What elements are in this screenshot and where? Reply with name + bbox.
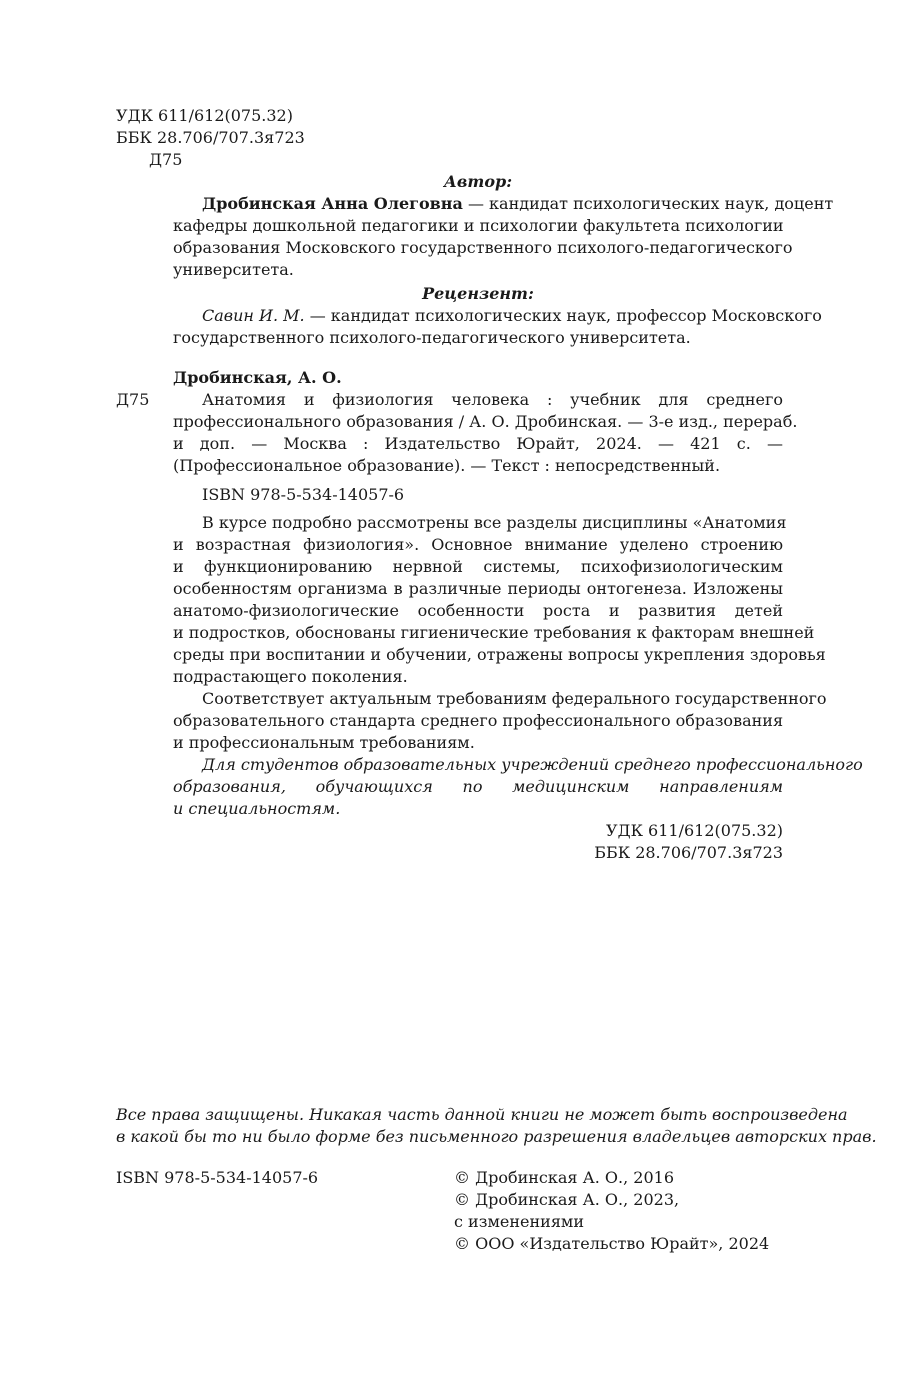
annotation-p2-line-1: Соответствует актуальным требованиям федерального государственного bbox=[202, 689, 827, 708]
author-mark-top: Д75 bbox=[149, 150, 183, 169]
annotation-p1-line-1: В курсе подробно рассмотрены все разделы дисциплины «Анатомия bbox=[202, 513, 787, 532]
rights-line-2: в какой бы то ни было форме без письменного разрешения владельцев авторских прав. bbox=[116, 1127, 877, 1146]
annotation-p3-line-2: образования, обучающихся по медицинским направлениям bbox=[173, 777, 783, 796]
reviewer-line-2: государственного психолого-педагогического университета. bbox=[173, 328, 691, 347]
annotation-p1-line-7: среды при воспитании и обучении, отражены вопросы укрепления здоровья bbox=[173, 645, 826, 664]
bib-line-3: и доп. — Москва : Издательство Юрайт, 2024. — 421 с. — bbox=[173, 434, 783, 453]
author-desc-1: — кандидат психологических наук, доцент bbox=[467, 194, 834, 213]
author-heading: Автор: bbox=[443, 172, 513, 191]
bbk-code-top: ББК 28.706/707.3я723 bbox=[116, 128, 305, 147]
copyright-line-1: © Дробинская А. О., 2016 bbox=[454, 1168, 674, 1187]
annotation-p1-line-8: подрастающего поколения. bbox=[173, 667, 408, 686]
reviewer-name: Савин И. М. bbox=[202, 306, 305, 325]
reviewer-heading: Рецензент: bbox=[422, 284, 534, 303]
annotation-p3-line-3: и специальностям. bbox=[173, 799, 341, 818]
author-line-3: образования Московского государственного психолого-педагогического bbox=[173, 238, 793, 257]
author-line-4: университета. bbox=[173, 260, 294, 279]
copyright-line-3: с изменениями bbox=[454, 1212, 585, 1231]
bib-line-2: профессионального образования / А. О. Дробинская. — 3-е изд., перераб. bbox=[173, 412, 798, 431]
copyright-line-4: © ООО «Издательство Юрайт», 2024 bbox=[454, 1234, 770, 1253]
bbk-code-bottom: ББК 28.706/707.3я723 bbox=[594, 843, 783, 862]
udk-code-bottom: УДК 611/612(075.32) bbox=[606, 821, 783, 840]
reviewer-line-1 bbox=[173, 305, 822, 327]
annotation-p3-line-1: Для студентов образовательных учреждений среднего профессионального bbox=[202, 755, 863, 774]
copyright-line-2: © Дробинская А. О., 2023, bbox=[454, 1190, 680, 1209]
bib-isbn: ISBN 978-5-534-14057-6 bbox=[202, 485, 405, 504]
reviewer-desc-1: — кандидат психологических наук, профессор Московского bbox=[309, 306, 822, 325]
author-name: Дробинская Анна Олеговна bbox=[202, 194, 463, 213]
author-line-2: кафедры дошкольной педагогики и психологии факультета психологии bbox=[173, 216, 784, 235]
annotation-p1-line-4: особенностям организма в различные периоды онтогенеза. Изложены bbox=[173, 579, 783, 598]
udk-code-top: УДК 611/612(075.32) bbox=[116, 106, 293, 125]
bib-author-heading: Дробинская, А. О. bbox=[173, 368, 342, 387]
annotation-p1-line-5: анатомо-физиологические особенности роста и развития детей bbox=[173, 601, 783, 620]
annotation-p1-line-2: и возрастная физиология». Основное внимание уделено строению bbox=[173, 535, 783, 554]
footer-isbn: ISBN 978-5-534-14057-6 bbox=[116, 1168, 319, 1187]
annotation-p1-line-3: и функционированию нервной системы, психофизиологическим bbox=[173, 557, 783, 576]
annotation-p2-line-2: образовательного стандарта среднего профессионального образования bbox=[173, 711, 784, 730]
bib-mark: Д75 bbox=[116, 390, 150, 409]
rights-line-1: Все права защищены. Никакая часть данной книги не может быть воспроизведена bbox=[116, 1105, 848, 1124]
annotation-p1-line-6: и подростков, обоснованы гигиенические требования к факторам внешней bbox=[173, 623, 815, 642]
bib-line-1: Анатомия и физиология человека : учебник для среднего bbox=[202, 390, 783, 409]
bib-line-4: (Профессиональное образование). — Текст : непосредственный. bbox=[173, 456, 721, 475]
annotation-p2-line-3: и профессиональным требованиям. bbox=[173, 733, 475, 752]
author-line-1 bbox=[173, 193, 834, 215]
